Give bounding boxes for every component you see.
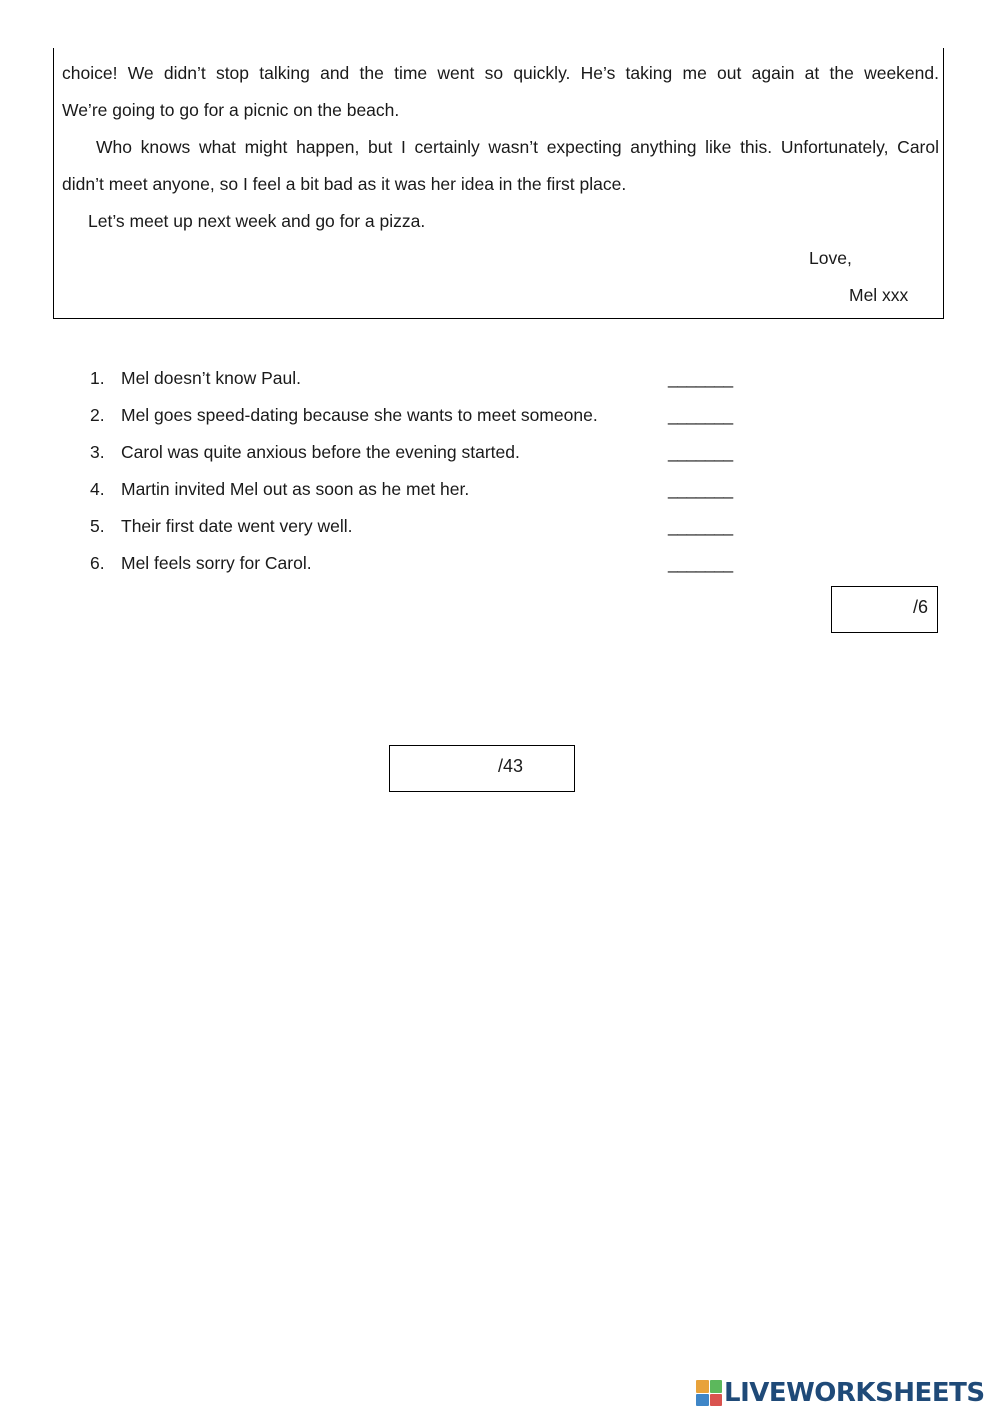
question-item <box>90 477 750 514</box>
question-text: Carol was quite anxious before the evening started. <box>121 442 520 462</box>
question-text: Martin invited Mel out as soon as he met her. <box>121 479 470 499</box>
logo-mark-cell <box>710 1380 723 1393</box>
logo-text: LIVEWORKSHEETS <box>724 1378 985 1408</box>
question-item <box>90 440 750 477</box>
question-item <box>90 514 750 551</box>
logo-mark-cell <box>696 1394 709 1407</box>
answer-blank[interactable]: _______ <box>668 368 733 388</box>
question-text: Mel feels sorry for Carol. <box>121 553 312 573</box>
logo-mark-cell <box>710 1394 723 1407</box>
letter-line: didn’t meet anyone, so I feel a bit bad as it was her idea in the first place. <box>62 174 627 194</box>
letter-line: Who knows what might happen, but I certainly wasn’t expecting anything like this. Unfortunately, Carol <box>96 137 939 157</box>
question-number: 3. <box>90 442 105 462</box>
answer-blank[interactable]: _______ <box>668 553 733 573</box>
letter-line: Let’s meet up next week and go for a pizza. <box>88 211 426 231</box>
logo-mark-icon <box>696 1380 722 1406</box>
total-score-box <box>389 745 575 792</box>
question-number: 2. <box>90 405 105 425</box>
answer-blank[interactable]: _______ <box>668 479 733 499</box>
letter-box <box>53 48 944 319</box>
question-number: 1. <box>90 368 105 388</box>
question-item <box>90 551 750 588</box>
letter-line: We’re going to go for a picnic on the beach. <box>62 100 400 120</box>
liveworksheets-logo <box>696 1375 985 1411</box>
question-item <box>90 403 750 440</box>
question-number: 4. <box>90 479 105 499</box>
answer-blank[interactable]: _______ <box>668 442 733 462</box>
letter-closing: Love, <box>809 248 852 268</box>
letter-signature: Mel xxx <box>849 285 909 305</box>
question-text: Mel goes speed-dating because she wants to meet someone. <box>121 405 598 425</box>
section-score-box <box>831 586 938 633</box>
question-item <box>90 366 750 403</box>
question-text: Mel doesn’t know Paul. <box>121 368 301 388</box>
answer-blank[interactable]: _______ <box>668 405 733 425</box>
question-number: 6. <box>90 553 105 573</box>
question-text: Their first date went very well. <box>121 516 353 536</box>
answer-blank[interactable]: _______ <box>668 516 733 536</box>
question-list <box>90 366 750 588</box>
question-number: 5. <box>90 516 105 536</box>
letter-line: choice! We didn’t stop talking and the time went so quickly. He’s taking me out again at the weekend. <box>62 63 939 83</box>
logo-mark-cell <box>696 1380 709 1393</box>
section-score: /6 <box>912 597 928 617</box>
total-score: /43 <box>498 756 524 776</box>
